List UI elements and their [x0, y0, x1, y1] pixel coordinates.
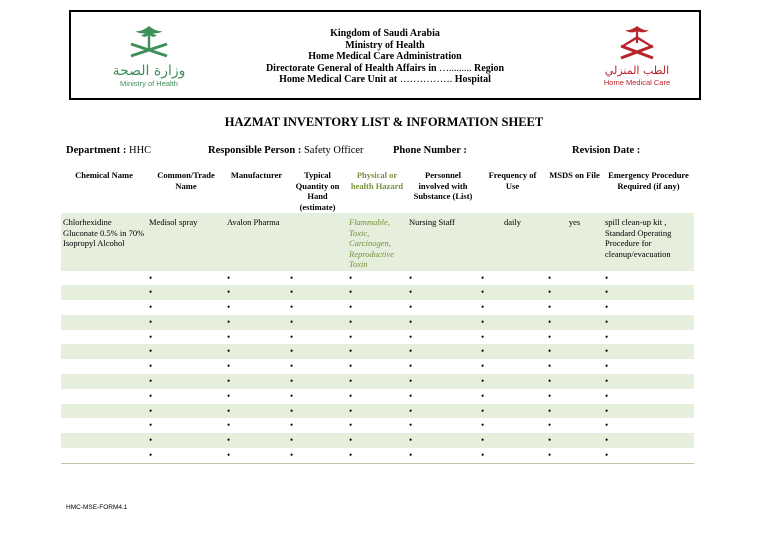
empty-cell: • [546, 404, 603, 419]
empty-cell: • [548, 272, 552, 283]
empty-cell: • [147, 315, 225, 330]
header-line-5: Home Medical Care Unit at ……………. Hospital [279, 74, 491, 85]
empty-cell: • [603, 433, 694, 448]
empty-cell: • [481, 420, 485, 431]
empty-cell: • [349, 331, 353, 342]
cell-manufacturer: Avalon Pharma [225, 213, 288, 271]
empty-cell: • [349, 302, 353, 313]
phone-number-field: Phone Number : [393, 145, 467, 156]
col-msds: MSDS on File [549, 170, 600, 180]
col-chemical-name: Chemical Name [75, 170, 133, 180]
table-row [61, 359, 694, 374]
empty-cell: • [603, 315, 694, 330]
empty-cell: • [407, 285, 479, 300]
hazmat-table [61, 168, 694, 464]
empty-cell: • [225, 344, 288, 359]
empty-cell: • [225, 285, 288, 300]
empty-cell: • [546, 448, 603, 463]
empty-cell [61, 404, 147, 419]
empty-cell: • [227, 302, 231, 313]
empty-cell: • [479, 404, 546, 419]
empty-cell [61, 448, 147, 463]
svg-text:Ministry of Health: Ministry of Health [120, 79, 178, 88]
col-trade-name: Common/Trade Name [157, 170, 215, 191]
empty-cell: • [227, 272, 231, 283]
empty-cell: • [147, 448, 225, 463]
table-row [61, 404, 694, 419]
cell-chemical: Chlorhexidine Gluconate 0.5% in 70% Isopropyl Alcohol [61, 213, 147, 271]
empty-cell [61, 374, 147, 389]
empty-cell: • [147, 285, 225, 300]
empty-cell: • [288, 374, 347, 389]
empty-cell: • [479, 344, 546, 359]
cell-personnel: Nursing Staff [407, 213, 479, 271]
table-row [61, 213, 694, 271]
empty-cell: • [479, 448, 546, 463]
responsible-person-field: Responsible Person : Safety Officer [208, 145, 364, 156]
empty-cell: • [290, 420, 294, 431]
empty-cell: • [288, 344, 347, 359]
svg-text:Home Medical Care: Home Medical Care [603, 78, 671, 87]
empty-cell: • [603, 448, 694, 463]
empty-cell: • [349, 361, 353, 372]
table-header-row [61, 168, 694, 213]
table-row [61, 315, 694, 330]
col-manufacturer: Manufacturer [230, 170, 283, 180]
empty-cell: • [149, 361, 153, 372]
empty-cell: • [227, 420, 231, 431]
cell-quantity [288, 213, 347, 271]
empty-cell: • [409, 272, 413, 283]
cell-trade: Medisol spray [147, 213, 225, 271]
empty-cell: • [290, 390, 294, 401]
empty-cell: • [349, 420, 353, 431]
empty-cell: • [605, 361, 609, 372]
empty-cell: • [225, 315, 288, 330]
empty-cell: • [149, 331, 153, 342]
empty-cell [61, 271, 147, 286]
table-row [61, 285, 694, 300]
empty-cell: • [603, 285, 694, 300]
empty-cell: • [149, 390, 153, 401]
empty-cell: • [288, 404, 347, 419]
empty-cell [61, 315, 147, 330]
empty-cell: • [409, 302, 413, 313]
empty-cell [61, 418, 147, 433]
svg-text:وزارة الصحة: وزارة الصحة [112, 63, 186, 79]
empty-cell: • [225, 374, 288, 389]
header-line-2: Ministry of Health [345, 39, 425, 51]
empty-cell: • [546, 344, 603, 359]
empty-cell: • [479, 315, 546, 330]
empty-cell: • [147, 404, 225, 419]
empty-cell: • [603, 374, 694, 389]
empty-cell: • [481, 390, 485, 401]
empty-cell: • [481, 302, 485, 313]
empty-cell: • [605, 272, 609, 283]
empty-cell: • [147, 374, 225, 389]
empty-cell: • [227, 331, 231, 342]
cell-frequency: daily [479, 213, 546, 271]
table-row [61, 344, 694, 359]
empty-cell: • [227, 361, 231, 372]
empty-cell: • [546, 315, 603, 330]
empty-cell: • [479, 433, 546, 448]
col-quantity: Typical Quantity on Hand (estimate) [295, 170, 340, 212]
cell-hazard: Flammable, Toxic, Carcinogen, Reproductive Toxin [347, 213, 407, 271]
form-code: HMC-MSE-FORM4.1 [66, 504, 128, 511]
empty-cell: • [149, 272, 153, 283]
department-field: Department : HHC [66, 145, 152, 156]
empty-cell: • [347, 285, 407, 300]
empty-cell: • [288, 433, 347, 448]
table-row [61, 330, 694, 345]
empty-cell: • [407, 344, 479, 359]
empty-cell: • [548, 302, 552, 313]
empty-cell: • [290, 272, 294, 283]
header-line-4: Directorate General of Health Affairs in …......... Region [265, 62, 505, 74]
header-text [221, 28, 549, 86]
empty-cell: • [481, 331, 485, 342]
empty-cell: • [147, 433, 225, 448]
empty-cell [61, 330, 147, 345]
col-hazard: Physical or health Hazard [350, 170, 404, 191]
empty-cell [61, 285, 147, 300]
empty-cell: • [347, 433, 407, 448]
table-row [61, 271, 694, 286]
empty-cell: • [347, 344, 407, 359]
empty-cell: • [225, 433, 288, 448]
cell-msds: yes [546, 213, 603, 271]
empty-cell [61, 344, 147, 359]
empty-cell: • [603, 344, 694, 359]
empty-cell: • [149, 302, 153, 313]
table-row [61, 418, 694, 433]
empty-cell: • [349, 272, 353, 283]
empty-cell: • [546, 374, 603, 389]
empty-cell: • [546, 433, 603, 448]
empty-cell: • [605, 390, 609, 401]
empty-cell: • [407, 404, 479, 419]
empty-cell: • [225, 404, 288, 419]
empty-cell: • [548, 331, 552, 342]
cell-emergency: spill clean-up kit , Standard Operating Procedure for cleanup/evacuation [603, 213, 694, 271]
empty-cell: • [347, 404, 407, 419]
col-frequency: Frequency of Use [488, 170, 537, 191]
table-row [61, 389, 694, 404]
empty-cell [61, 300, 147, 315]
empty-cell [61, 433, 147, 448]
empty-cell: • [227, 390, 231, 401]
revision-date-field: Revision Date : [572, 145, 641, 156]
empty-cell: • [409, 361, 413, 372]
empty-cell: • [290, 361, 294, 372]
empty-cell: • [603, 404, 694, 419]
table-row [61, 433, 694, 448]
empty-cell: • [225, 448, 288, 463]
empty-cell: • [347, 315, 407, 330]
empty-cell: • [290, 302, 294, 313]
empty-cell: • [481, 272, 485, 283]
empty-cell: • [288, 285, 347, 300]
empty-cell: • [407, 374, 479, 389]
empty-cell: • [548, 361, 552, 372]
empty-cell: • [407, 433, 479, 448]
empty-cell [61, 389, 147, 404]
ministry-of-health-logo [111, 22, 187, 90]
table-row [61, 300, 694, 315]
empty-cell: • [409, 390, 413, 401]
empty-cell: • [147, 344, 225, 359]
empty-cell: • [548, 390, 552, 401]
empty-cell: • [605, 420, 609, 431]
empty-cell: • [347, 374, 407, 389]
empty-cell: • [288, 315, 347, 330]
empty-cell: • [409, 420, 413, 431]
empty-cell: • [548, 420, 552, 431]
col-emergency: Emergency Procedure Required (if any) [608, 170, 689, 191]
header-line-3: Home Medical Care Administration [308, 51, 462, 62]
empty-cell: • [546, 285, 603, 300]
empty-cell: • [409, 331, 413, 342]
empty-cell: • [149, 420, 153, 431]
empty-cell [61, 359, 147, 374]
header-line-1: Kingdom of Saudi Arabia [330, 28, 440, 39]
col-personnel: Personnel involved with Substance (List) [413, 170, 473, 201]
svg-text:الطب المنزلي: الطب المنزلي [604, 64, 670, 77]
empty-cell: • [349, 390, 353, 401]
empty-cell: • [605, 302, 609, 313]
empty-cell: • [407, 315, 479, 330]
header-box [69, 10, 701, 100]
empty-cell: • [479, 374, 546, 389]
home-medical-care-logo [597, 22, 677, 90]
empty-cell: • [347, 448, 407, 463]
empty-cell: • [479, 285, 546, 300]
table-row [61, 374, 694, 389]
empty-cell: • [288, 448, 347, 463]
empty-cell: • [407, 448, 479, 463]
empty-cell: • [290, 331, 294, 342]
table-row [61, 448, 694, 463]
empty-cell: • [481, 361, 485, 372]
page-title: HAZMAT INVENTORY LIST & INFORMATION SHEET [224, 115, 544, 129]
empty-cell: • [605, 331, 609, 342]
